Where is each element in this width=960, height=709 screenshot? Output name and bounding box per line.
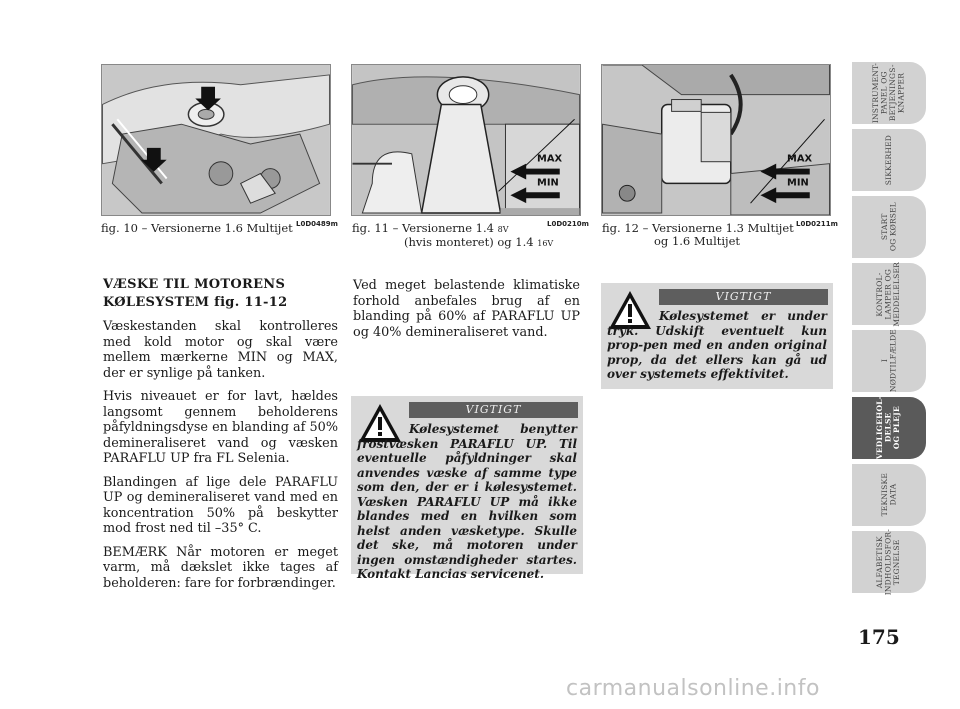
figure-11-caption: fig. 11 – Versionerne 1.4 8V (hvis monteret) og 1.4 16V — [352, 221, 554, 249]
figure-11-code: L0D0210m — [547, 220, 589, 228]
warning-box-antifreeze — [351, 396, 583, 581]
paragraph-climate: Ved meget belastende klimatiske forhold anbefales brug af en blanding på 60% af PARAFLU UP og 40% demineraliseret vand. — [353, 278, 580, 340]
tab-tekniske-data[interactable]: TEKNISKE DATA — [852, 464, 926, 526]
engine-bay-illustration — [102, 65, 330, 215]
tab-instrumentpanel[interactable]: INSTRUMENT- PANEL OG BETJENINGS- KNAPPER — [852, 62, 926, 124]
paragraph-check: Væskestanden skal kontrolleres med kold motor og skal være mellem mærkerne MIN og MAX, der er synlige på tanken. — [103, 319, 338, 381]
warning-text: Kølesystemet er under tryk. Udskift eventuelt kun prop-pen med en anden original prop, da det ellers kan gå ud over systemets effektivitet. — [607, 309, 827, 381]
warning-text: Kølesystemet benytter frostvæsken PARAFLU UP. Til eventuelle påfyldninger skal anvendes væske af samme type som den, der er i kølesystemet. Væsken PARAFLU UP må ikke blandes med en hvilken som helst anden væsketype. Skulle det ske, må motoren under ingen omstændigheder startes. Kontakt Lancias servicenet. — [357, 422, 577, 581]
paragraph-mixture: Blandingen af lige dele PARAFLU UP og demineraliseret vand med en koncentration 50% på beskytter mod frost ned til –35° C. — [103, 474, 338, 536]
figure-10-caption: fig. 10 – Versionerne 1.6 Multijet — [101, 221, 293, 235]
figure-11-image — [351, 64, 581, 216]
tab-start-og-korsel[interactable]: START OG KØRSEL — [852, 196, 926, 258]
tab-kontrollamper[interactable]: KONTROL- LAMPER OG MEDDELELSER — [852, 263, 926, 325]
figure-10-code: L0D0489m — [296, 220, 338, 228]
figure-12-image — [601, 64, 831, 216]
min-label: MIN — [537, 177, 559, 189]
warning-title: VIGTIGT — [409, 402, 578, 418]
watermark: carmanualsonline.info — [566, 676, 820, 701]
figure-10-image — [101, 64, 331, 216]
section-heading: VÆSKE TIL MOTORENS KØLESYSTEM fig. 11-12 — [103, 277, 288, 310]
tab-vedligeholdelse[interactable]: VEDLIGEHOL- DELSE OG PLEJE — [852, 397, 926, 459]
paragraph-note: BEMÆRK Når motoren er meget varm, må dækslet ikke tages af beholderen: fare for forbrændinger. — [103, 544, 338, 591]
figure-12-caption: fig. 12 – Versionerne 1.3 Multijet og 1.6 Multijet — [602, 221, 794, 248]
left-column-text — [103, 319, 338, 599]
max-label: MAX — [537, 153, 563, 165]
middle-column-text — [353, 278, 580, 348]
paragraph-refill: Hvis niveauet er for lavt, hældes langsomt gennem beholderens påfyldningsdyse en blanding af 50% demineraliseret vand og væsken PARAFLU UP fra FL Selenia. — [103, 389, 338, 466]
warning-title: VIGTIGT — [659, 289, 828, 305]
warning-box-pressure — [601, 283, 833, 389]
tab-sikkerhed[interactable]: SIKKERHED — [852, 129, 926, 191]
max-label: MAX — [787, 153, 813, 165]
min-label: MIN — [787, 177, 809, 189]
tab-i-nodtilfaelde[interactable]: I NØDTILFÆLDE — [852, 330, 926, 392]
figure-12-code: L0D0211m — [796, 220, 838, 228]
page-number: 175 — [858, 625, 900, 649]
tab-alfabetisk-indholdsfortegnelse[interactable]: ALFABETISK INDHOLDSFOR- TEGNELSE — [852, 531, 926, 593]
